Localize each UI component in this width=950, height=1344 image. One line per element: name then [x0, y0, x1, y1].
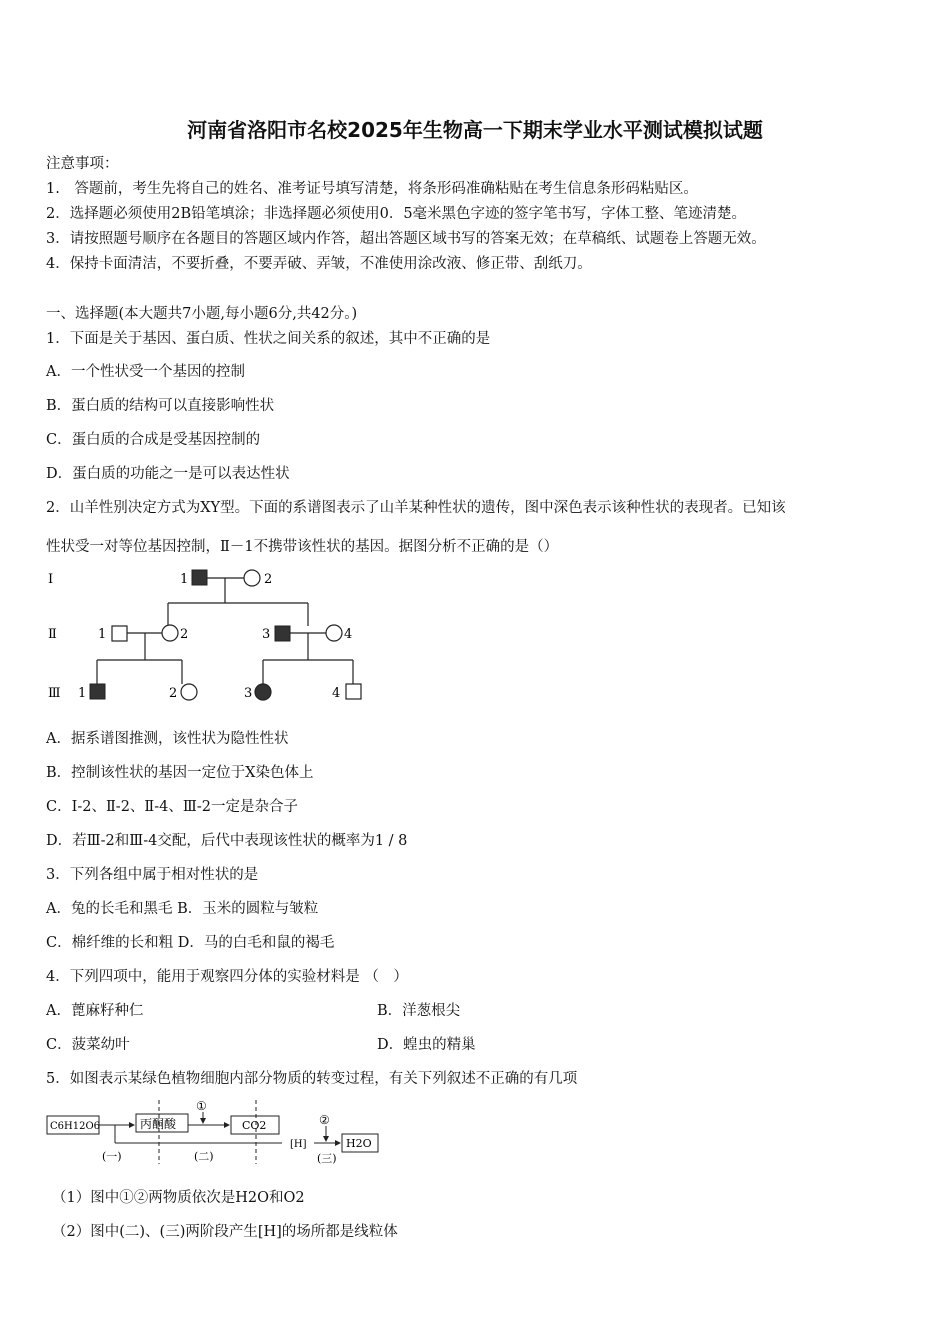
- generation-label: Ⅲ: [48, 686, 61, 701]
- q2-option-b: B．控制该性状的基因一定位于X染色体上: [46, 765, 314, 781]
- pedigree-II2-female: [162, 625, 178, 641]
- generation-label: Ⅱ: [48, 627, 57, 642]
- section-heading: 一、选择题(本大题共7小题,每小题6分,共42分。): [46, 306, 358, 322]
- individual-number: 1: [78, 686, 87, 701]
- co2-label: CO2: [242, 1119, 267, 1132]
- notice-item: 4．保持卡面清洁，不要折叠，不要弄破、弄皱，不准使用涂改液、修正带、刮纸刀。: [46, 256, 592, 272]
- pedigree-I1-affected-male: [192, 570, 207, 585]
- q1-option-b: B．蛋白质的结构可以直接影响性状: [46, 398, 275, 414]
- page-title: 河南省洛阳市名校2025年生物高一下期末学业水平测试模拟试题: [187, 118, 763, 142]
- pedigree-chart: [40, 560, 380, 710]
- q3-option-ab: A．兔的长毛和黑毛 B．玉米的圆粒与皱粒: [46, 901, 319, 917]
- pedigree-I2-female: [244, 570, 260, 586]
- q4-option-d: D．蝗虫的精巢: [377, 1037, 476, 1053]
- question-2-stem-cont: 性状受一对等位基因控制，Ⅱ－1不携带该性状的基因。据图分析不正确的是（）: [46, 539, 559, 555]
- pyruvate-label: 丙酮酸: [140, 1117, 177, 1131]
- q1-option-c: C．蛋白质的合成是受基因控制的: [46, 432, 261, 448]
- q4-option-a: A．蓖麻籽种仁: [46, 1003, 144, 1019]
- q5-statement-1: （1）图中①②两物质依次是H2O和O2: [52, 1190, 305, 1206]
- pedigree-III4-male: [346, 684, 361, 699]
- pedigree-II4-female: [326, 625, 342, 641]
- q1-option-a: A．一个性状受一个基因的控制: [46, 364, 245, 380]
- respiration-diagram: [44, 1098, 389, 1168]
- question-5-stem: 5．如图表示某绿色植物细胞内部分物质的转变过程，有关下列叙述不正确的有几项: [46, 1071, 578, 1087]
- question-1-stem: 1．下面是关于基因、蛋白质、性状之间关系的叙述，其中不正确的是: [46, 331, 491, 347]
- pedigree-III3-affected-female: [255, 684, 271, 700]
- question-4-stem: 4．下列四项中，能用于观察四分体的实验材料是 （ ）: [46, 969, 408, 985]
- pedigree-III1-affected-male: [90, 684, 105, 699]
- q2-option-d: D．若Ⅲ-2和Ⅲ-4交配，后代中表现该性状的概率为1 / 8: [46, 833, 408, 849]
- individual-number: 3: [262, 627, 271, 642]
- pedigree-II1-male: [112, 626, 127, 641]
- water-label: H2O: [346, 1137, 372, 1150]
- marker-2: ②: [319, 1113, 330, 1127]
- q4-option-b: B．洋葱根尖: [377, 1003, 461, 1019]
- pedigree-III2-female: [181, 684, 197, 700]
- question-3-stem: 3．下列各组中属于相对性状的是: [46, 867, 259, 883]
- notice-item: 2．选择题必须使用2B铅笔填涂；非选择题必须使用0．5毫米黑色字迹的签字笔书写，字体工整、笔迹清楚。: [46, 206, 747, 222]
- stage-label: (一): [102, 1150, 122, 1163]
- individual-number: 3: [244, 686, 253, 701]
- notice-item: 1. 答题前，考生先将自己的姓名、准考证号填写清楚，将条形码准确粘贴在考生信息条形码粘贴区。: [46, 181, 698, 197]
- marker-1: ①: [196, 1099, 207, 1113]
- individual-number: 1: [180, 572, 189, 587]
- q3-option-cd: C．棉纤维的长和粗 D．马的白毛和鼠的褐毛: [46, 935, 335, 951]
- q2-option-a: A．据系谱图推测，该性状为隐性性状: [46, 731, 289, 747]
- generation-label: Ⅰ: [48, 572, 54, 587]
- notice-heading: 注意事项：: [46, 156, 119, 172]
- question-2-stem: 2．山羊性别决定方式为XY型。下面的系谱图表示了山羊某种性状的遗传，图中深色表示该种性状的表现者。已知该: [46, 500, 786, 516]
- individual-number: 2: [264, 572, 273, 587]
- hydrogen-label: [H]: [290, 1139, 307, 1150]
- q5-statement-2: （2）图中(二)、(三)两阶段产生[H]的场所都是线粒体: [52, 1224, 398, 1240]
- pedigree-II3-affected-male: [275, 626, 290, 641]
- individual-number: 4: [332, 686, 341, 701]
- q1-option-d: D．蛋白质的功能之一是可以表达性状: [46, 466, 290, 482]
- individual-number: 1: [98, 627, 107, 642]
- glucose-label: C6H12O6: [50, 1121, 101, 1132]
- stage-label: (二): [194, 1150, 214, 1163]
- notice-item: 3．请按照题号顺序在各题目的答题区域内作答，超出答题区域书写的答案无效；在草稿纸、试题卷上答题无效。: [46, 231, 766, 247]
- individual-number: 2: [180, 627, 189, 642]
- stage-label: (三): [317, 1152, 337, 1165]
- individual-number: 4: [344, 627, 353, 642]
- individual-number: 2: [169, 686, 178, 701]
- q2-option-c: C．Ⅰ-2、Ⅱ-2、Ⅱ-4、Ⅲ-2一定是杂合子: [46, 799, 299, 815]
- q4-option-c: C．菠菜幼叶: [46, 1037, 130, 1053]
